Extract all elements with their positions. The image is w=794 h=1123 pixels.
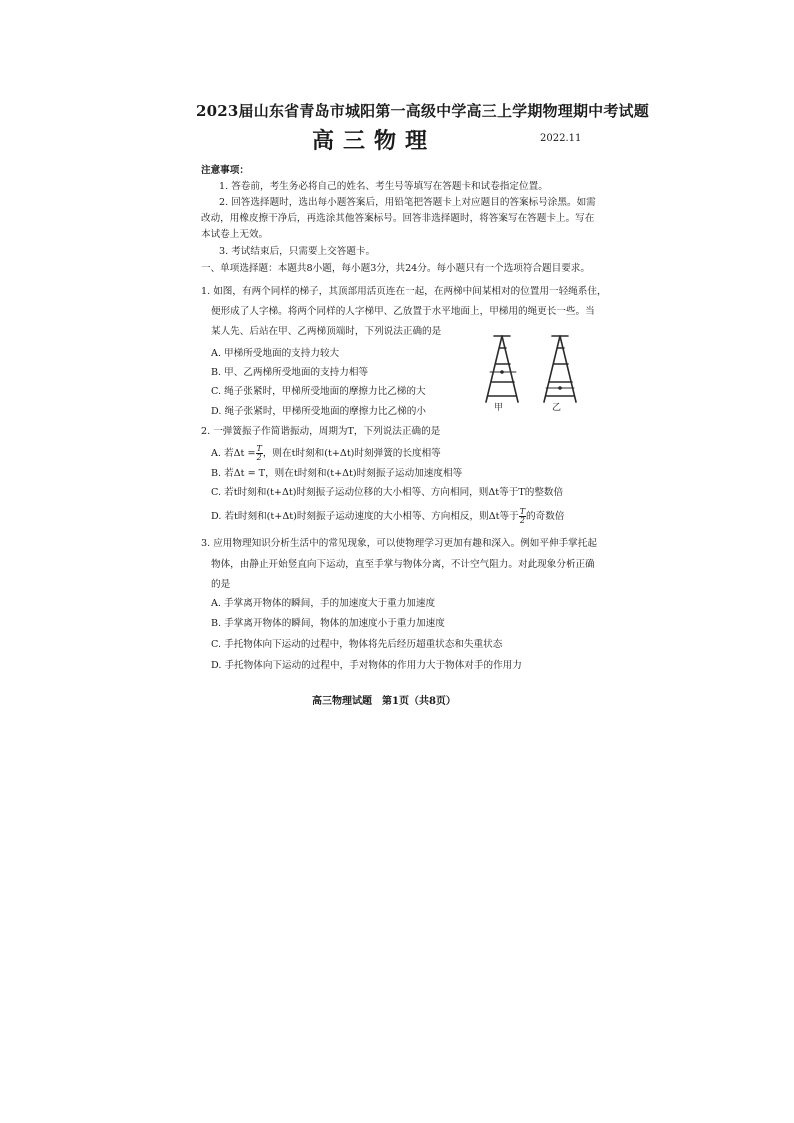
q2-option-a-prefix: A. 若Δt = [211,448,256,459]
notice-line-1: 1. 答卷前，考生务必将自己的姓名、考生号等填写在答题卡和试卷指定位置。 [219,181,548,192]
q3-option-b: B. 手掌离开物体的瞬间，物体的加速度小于重力加速度 [211,618,445,629]
notice-line-2a: 2. 回答选择题时，选出每小题答案后，用铅笔把答题卡上对应题目的答案标号涂黑。如需 [219,197,596,208]
figure-label-yi: 乙 [552,403,562,413]
ladders-figure [480,330,590,412]
q2-option-a-suffix: ，则在t时刻和(t+Δt)时刻弹簧的长度相等 [262,448,441,459]
q2-option-a [211,445,441,462]
q3-stem-line-3: 的是 [211,579,231,590]
q2-option-c: C. 若t时刻和(t+Δt)时刻振子运动位移的大小相等、方向相同，则Δt等于T的整数倍 [211,487,564,498]
q3-stem-line-2: 物体，由静止开始竖直向下运动，直至手掌与物体分离，不计空气阻力。对此现象分析正确 [211,559,595,570]
fraction-numerator: T [256,444,262,453]
q1-option-c: C. 绳子张紧时，甲梯所受地面的摩擦力比乙梯的大 [211,386,426,397]
page-footer: 高三物理试题 第1页（共8页） [312,696,456,707]
q2-option-b: B. 若Δt = T，则在t时刻和(t+Δt)时刻振子运动加速度相等 [211,468,463,479]
fraction [519,508,526,525]
q1-option-b: B. 甲、乙两梯所受地面的支持力相等 [211,367,369,378]
q1-stem-line-1: 1. 如图，有两个同样的梯子，其顶部用活页连在一起，在两梯中间某相对的位置用一轻绳系住， [201,286,607,297]
exam-date: 2022.11 [540,133,582,144]
fraction-denominator: 2 [256,453,262,462]
q1-option-a: A. 甲梯所受地面的支持力较大 [211,348,340,359]
exam-subject: 高三物理 [312,128,437,154]
notice-line-2c: 本试卷上无效。 [201,229,269,240]
fraction [256,445,263,462]
section-1-heading: 一、单项选择题：本题共8小题，每小题3分，共24分。每小题只有一个选项符合题目要求。 [201,263,590,274]
fraction-denominator: 2 [519,516,525,525]
q2-stem: 2. 一弹簧振子作简谐振动，周期为T，下列说法正确的是 [201,426,441,437]
figure-label-jia: 甲 [494,403,504,413]
q1-stem-line-3: 某人先、后站在甲、乙两梯顶端时，下列说法正确的是 [211,326,442,337]
q3-stem-line-1: 3. 应用物理知识分析生活中的常见现象，可以使物理学习更加有趣和深入。例如平伸手掌托起 [201,538,597,549]
q2-option-d-prefix: D. 若t时刻和(t+Δt)时刻振子运动速度的大小相等、方向相反，则Δt等于 [211,511,519,522]
q3-option-c: C. 手托物体向下运动的过程中，物体将先后经历超重状态和失重状态 [211,639,503,650]
q2-option-d-suffix: 的奇数倍 [526,511,565,522]
notice-line-2b: 改动，用橡皮擦干净后，再选涂其他答案标号。回答非选择题时，将答案写在答题卡上。写在 [201,213,595,224]
q1-option-d: D. 绳子张紧时，甲梯所受地面的摩擦力比乙梯的小 [211,406,426,417]
notice-line-3: 3. 考试结束后，只需要上交答题卡。 [219,246,376,257]
fraction-numerator: T [519,507,526,516]
notice-heading: 注意事项： [201,165,249,176]
q2-option-d [211,508,564,525]
q3-option-a: A. 手掌离开物体的瞬间，手的加速度大于重力加速度 [211,598,436,609]
q1-stem-line-2: 便形成了人字梯。将两个同样的人字梯甲、乙放置于水平地面上，甲梯用的绳更长一些。当 [211,306,595,317]
exam-title: 2023届山东省青岛市城阳第一高级中学高三上学期物理期中考试题 [196,102,649,120]
q3-option-d: D. 手托物体向下运动的过程中，手对物体的作用力大于物体对手的作用力 [211,660,522,671]
